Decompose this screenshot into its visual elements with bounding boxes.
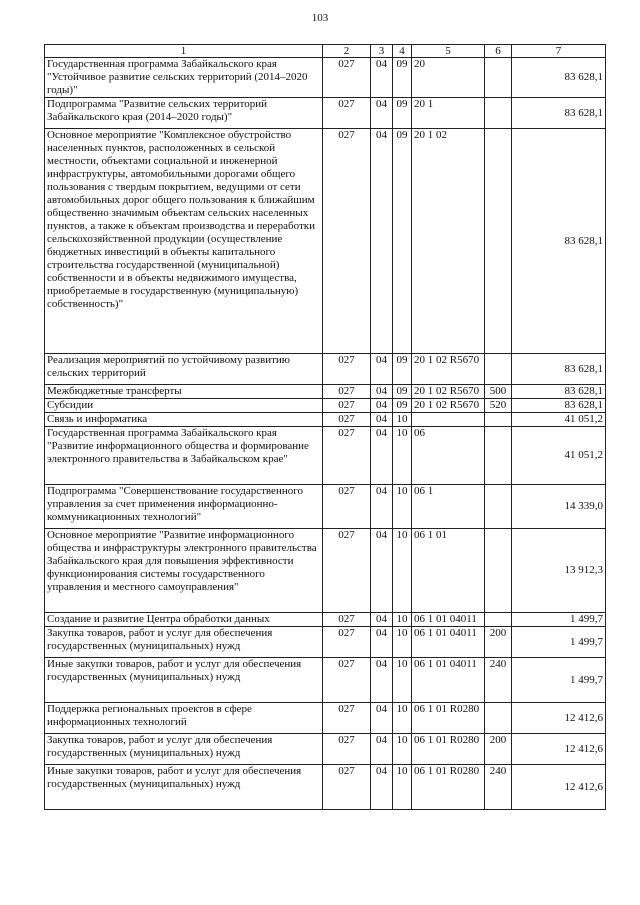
row-name: Государственная программа Забайкальского края "Развитие информационного общества и формирование электронного правительства в Забайкальском крае" [45, 427, 323, 485]
row-amount: 1 499,7 [512, 627, 606, 658]
row-admin-code: 027 [323, 385, 371, 399]
row-section: 04 [371, 703, 393, 734]
row-admin-code: 027 [323, 613, 371, 627]
row-name: Иные закупки товаров, работ и услуг для обеспечения государственных (муниципальных) нужд [45, 765, 323, 810]
table-row [45, 399, 606, 413]
row-section: 04 [371, 413, 393, 427]
row-admin-code: 027 [323, 529, 371, 613]
row-subsection: 10 [393, 765, 412, 810]
row-target-article: 20 [412, 58, 485, 98]
row-target-article: 20 1 02 R5670 [412, 385, 485, 399]
col-header: 4 [393, 45, 412, 58]
row-expense-type: 520 [485, 399, 512, 413]
table-row [45, 734, 606, 765]
row-section: 04 [371, 427, 393, 485]
row-name: Подпрограмма "Совершенствование государственного управления за счет применения информационно-коммуникационных технологий" [45, 485, 323, 529]
row-subsection: 10 [393, 529, 412, 613]
row-amount: 83 628,1 [512, 385, 606, 399]
row-subsection: 09 [393, 354, 412, 385]
row-admin-code: 027 [323, 627, 371, 658]
table-row [45, 765, 606, 810]
row-target-article: 06 1 01 R0280 [412, 765, 485, 810]
row-admin-code: 027 [323, 354, 371, 385]
col-header: 1 [45, 45, 323, 58]
row-section: 04 [371, 613, 393, 627]
row-expense-type [485, 58, 512, 98]
row-name: Реализация мероприятий по устойчивому развитию сельских территорий [45, 354, 323, 385]
row-section: 04 [371, 734, 393, 765]
row-amount: 1 499,7 [512, 658, 606, 703]
row-amount: 41 051,2 [512, 413, 606, 427]
row-target-article: 06 1 01 [412, 529, 485, 613]
row-amount: 83 628,1 [512, 354, 606, 385]
row-expense-type: 240 [485, 765, 512, 810]
row-name: Создание и развитие Центра обработки данных [45, 613, 323, 627]
row-admin-code: 027 [323, 98, 371, 129]
row-subsection: 09 [393, 399, 412, 413]
table-row [45, 627, 606, 658]
col-header: 6 [485, 45, 512, 58]
row-name: Межбюджетные трансферты [45, 385, 323, 399]
row-subsection: 10 [393, 427, 412, 485]
row-amount: 83 628,1 [512, 58, 606, 98]
table-row [45, 58, 606, 98]
row-section: 04 [371, 129, 393, 354]
row-target-article: 20 1 02 [412, 129, 485, 354]
row-subsection: 10 [393, 658, 412, 703]
table-row [45, 98, 606, 129]
row-name: Связь и информатика [45, 413, 323, 427]
row-subsection: 09 [393, 385, 412, 399]
row-amount: 14 339,0 [512, 485, 606, 529]
row-section: 04 [371, 354, 393, 385]
row-amount: 12 412,6 [512, 703, 606, 734]
row-target-article [412, 413, 485, 427]
row-expense-type [485, 613, 512, 627]
row-target-article: 20 1 02 R5670 [412, 399, 485, 413]
row-section: 04 [371, 529, 393, 613]
row-target-article: 20 1 [412, 98, 485, 129]
row-amount: 41 051,2 [512, 427, 606, 485]
row-name: Основное мероприятие "Развитие информационного общества и инфраструктуры электронного правительства Забайкальского края для повышения эффективности функционирования системы государственного управления и местного самоуправления" [45, 529, 323, 613]
row-amount: 83 628,1 [512, 98, 606, 129]
row-admin-code: 027 [323, 485, 371, 529]
row-target-article: 06 1 [412, 485, 485, 529]
table-row [45, 703, 606, 734]
row-section: 04 [371, 399, 393, 413]
budget-table [44, 44, 606, 810]
table-row [45, 413, 606, 427]
header-row [45, 45, 606, 58]
row-expense-type [485, 485, 512, 529]
row-subsection: 09 [393, 129, 412, 354]
row-expense-type: 200 [485, 627, 512, 658]
row-subsection: 09 [393, 58, 412, 98]
row-section: 04 [371, 98, 393, 129]
row-expense-type: 200 [485, 734, 512, 765]
row-expense-type [485, 703, 512, 734]
table-row [45, 354, 606, 385]
row-section: 04 [371, 765, 393, 810]
page-number: 103 [311, 12, 329, 24]
row-amount: 12 412,6 [512, 765, 606, 810]
table-row [45, 529, 606, 613]
table-row [45, 385, 606, 399]
row-expense-type [485, 529, 512, 613]
row-target-article: 06 1 01 R0280 [412, 703, 485, 734]
row-amount: 13 912,3 [512, 529, 606, 613]
row-subsection: 10 [393, 703, 412, 734]
row-target-article: 06 1 01 04011 [412, 658, 485, 703]
row-expense-type [485, 98, 512, 129]
table-row [45, 427, 606, 485]
row-admin-code: 027 [323, 765, 371, 810]
row-target-article: 06 1 01 04011 [412, 627, 485, 658]
row-expense-type [485, 413, 512, 427]
row-subsection: 10 [393, 413, 412, 427]
row-subsection: 10 [393, 734, 412, 765]
row-section: 04 [371, 627, 393, 658]
row-section: 04 [371, 485, 393, 529]
row-name: Закупка товаров, работ и услуг для обеспечения государственных (муниципальных) нужд [45, 627, 323, 658]
row-amount: 83 628,1 [512, 129, 606, 354]
table-row [45, 485, 606, 529]
row-admin-code: 027 [323, 129, 371, 354]
row-subsection: 10 [393, 627, 412, 658]
row-expense-type [485, 427, 512, 485]
row-admin-code: 027 [323, 399, 371, 413]
row-section: 04 [371, 385, 393, 399]
table-row [45, 658, 606, 703]
row-name: Поддержка региональных проектов в сфере информационных технологий [45, 703, 323, 734]
row-name: Закупка товаров, работ и услуг для обеспечения государственных (муниципальных) нужд [45, 734, 323, 765]
col-header: 5 [412, 45, 485, 58]
row-expense-type [485, 354, 512, 385]
row-name: Субсидии [45, 399, 323, 413]
row-section: 04 [371, 58, 393, 98]
col-header: 2 [323, 45, 371, 58]
row-admin-code: 027 [323, 58, 371, 98]
col-header: 3 [371, 45, 393, 58]
row-subsection: 09 [393, 98, 412, 129]
row-subsection: 10 [393, 485, 412, 529]
row-target-article: 06 1 01 04011 [412, 613, 485, 627]
row-target-article: 06 1 01 R0280 [412, 734, 485, 765]
table-row [45, 613, 606, 627]
row-admin-code: 027 [323, 427, 371, 485]
row-expense-type: 500 [485, 385, 512, 399]
row-expense-type: 240 [485, 658, 512, 703]
row-admin-code: 027 [323, 734, 371, 765]
row-name: Иные закупки товаров, работ и услуг для обеспечения государственных (муниципальных) нужд [45, 658, 323, 703]
row-subsection: 10 [393, 613, 412, 627]
row-admin-code: 027 [323, 703, 371, 734]
col-header: 7 [512, 45, 606, 58]
row-section: 04 [371, 658, 393, 703]
row-amount: 1 499,7 [512, 613, 606, 627]
row-expense-type [485, 129, 512, 354]
row-admin-code: 027 [323, 413, 371, 427]
row-amount: 12 412,6 [512, 734, 606, 765]
row-target-article: 20 1 02 R5670 [412, 354, 485, 385]
row-amount: 83 628,1 [512, 399, 606, 413]
row-name: Государственная программа Забайкальского края "Устойчивое развитие сельских территорий (2014–2020 годы)" [45, 58, 323, 98]
table-row [45, 129, 606, 354]
row-target-article: 06 [412, 427, 485, 485]
row-name: Основное мероприятие "Комплексное обустройство населенных пунктов, расположенных в сельской местности, объектами социальной и инженерной инфраструктуры, автомобильными дорогами общего пользования с твердым покрытием, ведущими от сети автомобильных дорог общего пользования к ближайшим общественно значимым объектам сельских населенных пунктов, а также к объектам производства и переработки сельскохозяйственной продукции (осуществление бюджетных инвестиций в объекты капитального строительства государственной (муниципальной) собственности и в объекты недвижимого имущества, приобретаемые в государственную (муниципальную) собственность)" [45, 129, 323, 354]
row-admin-code: 027 [323, 658, 371, 703]
row-name: Подпрограмма "Развитие сельских территорий Забайкальского края (2014–2020 годы)" [45, 98, 323, 129]
